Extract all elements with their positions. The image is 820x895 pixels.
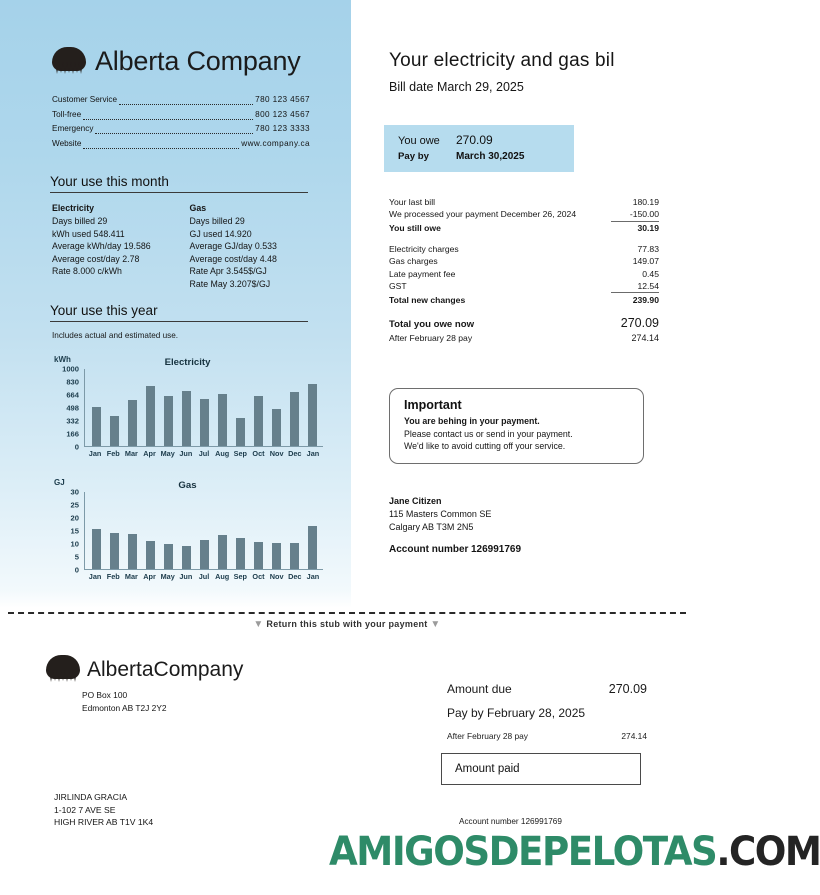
electricity-usage-column (52, 202, 190, 291)
chart-x-tick-label: Sep (233, 572, 248, 581)
chart-bar-slot (232, 492, 250, 569)
chart-x-tick-label: Jan (306, 449, 320, 458)
company-address-line: PO Box 100 (82, 690, 128, 700)
chart-bar (254, 542, 263, 569)
chart-y-tick-label: 830 (66, 377, 79, 387)
charge-value: 77.83 (637, 243, 659, 254)
you-owe-box (384, 125, 574, 172)
chart-bar (182, 546, 191, 569)
important-line: You are behing in your payment. (404, 416, 540, 426)
amount-due-label: Amount due (447, 682, 512, 696)
charge-value: 149.07 (632, 256, 659, 267)
chart-y-tick-label: 0 (74, 565, 79, 575)
chart-bar-slot (250, 369, 268, 446)
use-this-year-note: Includes actual and estimated use. (52, 331, 179, 340)
stub-return-notice (0, 619, 694, 630)
chart-bar (128, 534, 137, 569)
chart-x-tick-label: Jan (306, 572, 320, 581)
charges-summary (389, 196, 659, 344)
chart-bar-slot (123, 492, 141, 569)
contact-value: 780 123 3333 (255, 124, 310, 133)
contact-label: Website (52, 138, 82, 148)
chart-x-tick-label: Apr (143, 449, 156, 458)
chart-bar-slot (232, 369, 250, 446)
usage-line: Days billed 29 (52, 216, 108, 227)
chart-bars (87, 492, 322, 569)
stub-pay-by-line: Pay by February 28, 2025 (447, 706, 586, 720)
charge-value: 12.54 (637, 280, 659, 291)
chart-bar (164, 396, 173, 446)
account-number-stub: Account number 126991769 (459, 817, 562, 826)
contact-value: 800 123 4567 (255, 109, 310, 119)
chart-y-tick-label: 30 (70, 487, 79, 497)
chart-bar (236, 418, 245, 446)
important-notice-box (389, 388, 644, 464)
usage-line: Average GJ/day 0.533 (189, 241, 277, 252)
you-owe-label: You owe (398, 135, 440, 147)
chart-bar-slot (304, 369, 322, 446)
gas-usage-title: Gas (189, 203, 207, 213)
chart-bar-slot (195, 369, 213, 446)
company-name: Alberta Company (95, 46, 301, 76)
site-watermark (329, 829, 820, 875)
charge-row-late-fee (389, 268, 659, 280)
chart-bar-slot (87, 369, 105, 446)
charge-row-payment (389, 208, 659, 220)
chart-x-tick-label: Jun (179, 572, 193, 581)
monthly-usage-columns (52, 202, 327, 291)
chart-x-tick-label: Jul (198, 572, 210, 581)
contact-list (52, 93, 310, 151)
chart-x-axis (86, 572, 322, 581)
leader-dots (95, 133, 253, 134)
chart-bar-slot (286, 492, 304, 569)
chart-x-tick-label: Dec (288, 572, 302, 581)
charge-row-total-owe-now (389, 317, 659, 331)
charge-value: -150.00 (629, 209, 659, 220)
important-title: Important (404, 398, 462, 412)
payer-address-line: HIGH RIVER AB T1V 1K4 (54, 817, 154, 827)
chart-x-tick-label: May (160, 572, 175, 581)
chart-bar-slot (159, 369, 177, 446)
chart-y-tick-label: 664 (66, 390, 79, 400)
usage-line: Average cost/day 2.78 (52, 253, 140, 264)
chart-bar (92, 529, 101, 569)
customer-address-block (389, 495, 521, 556)
gas-bar-chart (50, 478, 325, 588)
charge-label: GST (389, 280, 407, 291)
spacer (389, 306, 659, 317)
chart-bar (290, 392, 299, 446)
company-name-stub: AlbertaCompany (87, 658, 244, 681)
chart-plot-area (84, 492, 323, 570)
chart-x-tick-label: Aug (215, 572, 230, 581)
chart-bar (218, 535, 227, 569)
chart-bar-slot (304, 492, 322, 569)
customer-address-line: Calgary AB T3M 2N5 (389, 522, 474, 532)
chart-y-unit: GJ (54, 478, 65, 487)
chart-bar (236, 538, 245, 569)
stub-amount-block (447, 682, 647, 741)
chart-bar-slot (214, 369, 232, 446)
chart-bar-slot (105, 369, 123, 446)
contact-row (52, 122, 310, 137)
chart-x-tick-label: Jul (198, 449, 210, 458)
chart-title: Electricity (164, 357, 211, 368)
charge-label: Electricity charges (389, 243, 459, 254)
electricity-bar-chart (50, 355, 325, 465)
contact-label: Toll-free (52, 109, 82, 119)
chart-bar-slot (286, 369, 304, 446)
chart-x-tick-label: Jan (88, 572, 102, 581)
company-address-stub (82, 689, 167, 714)
amount-paid-input[interactable] (441, 753, 641, 785)
charge-label: Late payment fee (389, 268, 456, 279)
chart-bar-slot (177, 492, 195, 569)
leader-dots (83, 119, 253, 120)
use-this-month-heading: Your use this month (50, 174, 308, 193)
triangle-down-icon: ▼ (253, 619, 264, 630)
chart-x-tick-label: Jan (88, 449, 102, 458)
chart-y-tick-label: 25 (70, 500, 79, 510)
contact-row (52, 108, 310, 123)
sun-dome-logo-icon (46, 655, 80, 685)
chart-x-tick-label: Feb (106, 449, 120, 458)
chart-bar-slot (141, 492, 159, 569)
spacer (389, 235, 659, 243)
charge-label: Gas charges (389, 256, 438, 267)
chart-x-tick-label: Dec (288, 449, 302, 458)
usage-line: Rate 8.000 c/kWh (52, 266, 122, 277)
stub-amount-due-row (447, 682, 647, 696)
chart-bar-slot (177, 369, 195, 446)
charge-value: 180.19 (632, 197, 659, 207)
chart-bar-slot (141, 369, 159, 446)
chart-bar (146, 386, 155, 446)
charge-row-gas (389, 255, 659, 267)
chart-bar (146, 541, 155, 569)
chart-x-tick-label: Oct (252, 449, 265, 458)
website-value[interactable]: www.company.ca (241, 138, 310, 148)
chart-bar (164, 544, 173, 569)
chart-plot-area (84, 369, 323, 447)
leader-dots (83, 148, 239, 149)
chart-bar (272, 543, 281, 569)
chart-bar-slot (268, 369, 286, 446)
chart-x-tick-label: Oct (252, 572, 265, 581)
payer-address-block (54, 791, 153, 829)
amount-due-value: 270.09 (608, 682, 647, 696)
stub-after-date-row (447, 731, 647, 741)
account-number-label: Account number (389, 544, 469, 555)
chart-bar (290, 543, 299, 569)
chart-x-tick-label: Nov (269, 449, 284, 458)
usage-line: Rate May 3.207$/GJ (189, 279, 271, 290)
charge-label: Total you owe now (389, 319, 475, 331)
leader-dots (119, 104, 253, 105)
chart-y-tick-label: 498 (66, 403, 79, 413)
chart-bar (308, 384, 317, 446)
important-line: Please contact us or send in your payment. (404, 428, 573, 439)
chart-x-tick-label: Apr (143, 572, 156, 581)
chart-y-tick-label: 0 (74, 442, 79, 452)
payer-address-line: 1-102 7 AVE SE (54, 804, 116, 815)
customer-address-line: 115 Masters Common SE (389, 509, 492, 519)
contact-label: Emergency (52, 124, 94, 133)
chart-bar (182, 391, 191, 446)
chart-y-axis (50, 487, 81, 575)
company-address-line: Edmonton AB T2J 2Y2 (82, 702, 167, 713)
stub-after-value: 274.14 (621, 731, 647, 741)
charge-row-gst (389, 280, 659, 292)
chart-bar-slot (87, 492, 105, 569)
customer-name: Jane Citizen (389, 496, 442, 506)
charge-label: Total new changes (389, 294, 466, 305)
chart-x-tick-label: Mar (124, 449, 138, 458)
charge-value: 270.09 (620, 316, 659, 331)
stub-notice-text: Return this stub with your payment (266, 619, 428, 629)
chart-bar (218, 394, 227, 446)
chart-y-tick-label: 5 (74, 552, 79, 562)
usage-line: GJ used 14.920 (189, 228, 252, 239)
contact-value: 780 123 4567 (255, 95, 310, 104)
usage-line: Rate Apr 3.545$/GJ (189, 266, 267, 277)
chart-y-axis (50, 364, 81, 452)
watermark-green-text: AMIGOSDEPELOTAS (329, 829, 717, 875)
charge-value: 0.45 (642, 268, 659, 279)
chart-bar (200, 540, 209, 569)
charge-value: 239.90 (611, 292, 659, 306)
charge-label: Your last bill (389, 197, 436, 207)
chart-title: Gas (178, 480, 197, 491)
tear-off-dashed-line (8, 612, 686, 614)
chart-y-tick-label: 20 (70, 513, 79, 523)
chart-x-tick-label: Nov (269, 572, 284, 581)
chart-bar-slot (250, 492, 268, 569)
watermark-dark-text: .COM (716, 829, 820, 875)
chart-bar-slot (159, 492, 177, 569)
electricity-usage-title: Electricity (52, 203, 95, 213)
contact-label: Customer Service (52, 95, 118, 104)
chart-x-tick-label: Jun (179, 449, 193, 458)
chart-x-tick-label: Sep (233, 449, 248, 458)
charge-label: We processed your payment December 26, 2024 (389, 209, 577, 220)
account-number-value: 126991769 (470, 544, 522, 555)
use-this-year-heading: Your use this year (50, 303, 308, 322)
chart-x-tick-label: Mar (124, 572, 138, 581)
usage-line: Average kWh/day 19.586 (52, 241, 151, 252)
usage-line: Average cost/day 4.48 (189, 253, 277, 264)
charge-row-last-bill (389, 196, 659, 208)
chart-bar-slot (123, 369, 141, 446)
contact-row (52, 93, 310, 108)
chart-bar (128, 400, 137, 446)
chart-bar (110, 416, 119, 446)
charge-row-electricity (389, 243, 659, 255)
chart-bar (110, 533, 119, 569)
pay-by-label: Pay by (398, 151, 429, 162)
contact-row (52, 137, 310, 152)
bill-title: Your electricity and gas bil (389, 50, 615, 71)
chart-y-tick-label: 10 (70, 539, 79, 549)
chart-bars (87, 369, 322, 446)
you-owe-value: 270.09 (456, 133, 493, 147)
usage-line: Days billed 29 (189, 216, 245, 227)
chart-bar (92, 407, 101, 446)
company-logo-stub (46, 655, 243, 685)
chart-bar-slot (105, 492, 123, 569)
charge-label: After February 28 pay (389, 332, 473, 343)
chart-bar-slot (195, 492, 213, 569)
chart-bar-slot (268, 492, 286, 569)
chart-bar (200, 399, 209, 446)
account-number-main (389, 543, 521, 556)
charge-value: 274.14 (631, 332, 659, 343)
amount-paid-label: Amount paid (455, 763, 520, 775)
pay-by-value: March 30,2025 (456, 151, 525, 162)
chart-bar (272, 409, 281, 446)
charge-value: 30.19 (611, 221, 659, 235)
sun-dome-logo-icon (52, 47, 86, 77)
stub-after-label: After February 28 pay (447, 731, 528, 741)
chart-bar (254, 396, 263, 446)
chart-x-tick-label: May (160, 449, 175, 458)
charge-label: You still owe (389, 223, 441, 234)
you-owe-row (398, 133, 574, 147)
payer-name: JIRLINDA GRACIA (54, 792, 128, 802)
chart-bar-slot (214, 492, 232, 569)
chart-y-tick-label: 166 (66, 429, 79, 439)
bill-date: Bill date March 29, 2025 (389, 80, 524, 94)
chart-x-tick-label: Aug (215, 449, 230, 458)
usage-line: kWh used 548.411 (52, 228, 125, 239)
pay-by-row (398, 151, 574, 162)
triangle-down-icon: ▼ (430, 619, 441, 630)
charge-row-total-new (389, 292, 659, 306)
charge-row-still-owe (389, 221, 659, 235)
important-line: We'd like to avoid cutting off your service. (404, 441, 566, 452)
chart-x-tick-label: Feb (106, 572, 120, 581)
charge-row-after-date (389, 332, 659, 344)
chart-bar (308, 526, 317, 569)
gas-usage-column (190, 202, 328, 291)
chart-y-unit: kWh (54, 355, 71, 364)
chart-y-tick-label: 332 (66, 416, 79, 426)
company-logo-header (52, 46, 301, 77)
chart-x-axis (86, 449, 322, 458)
chart-y-tick-label: 15 (70, 526, 79, 536)
chart-y-tick-label: 1000 (62, 364, 79, 374)
